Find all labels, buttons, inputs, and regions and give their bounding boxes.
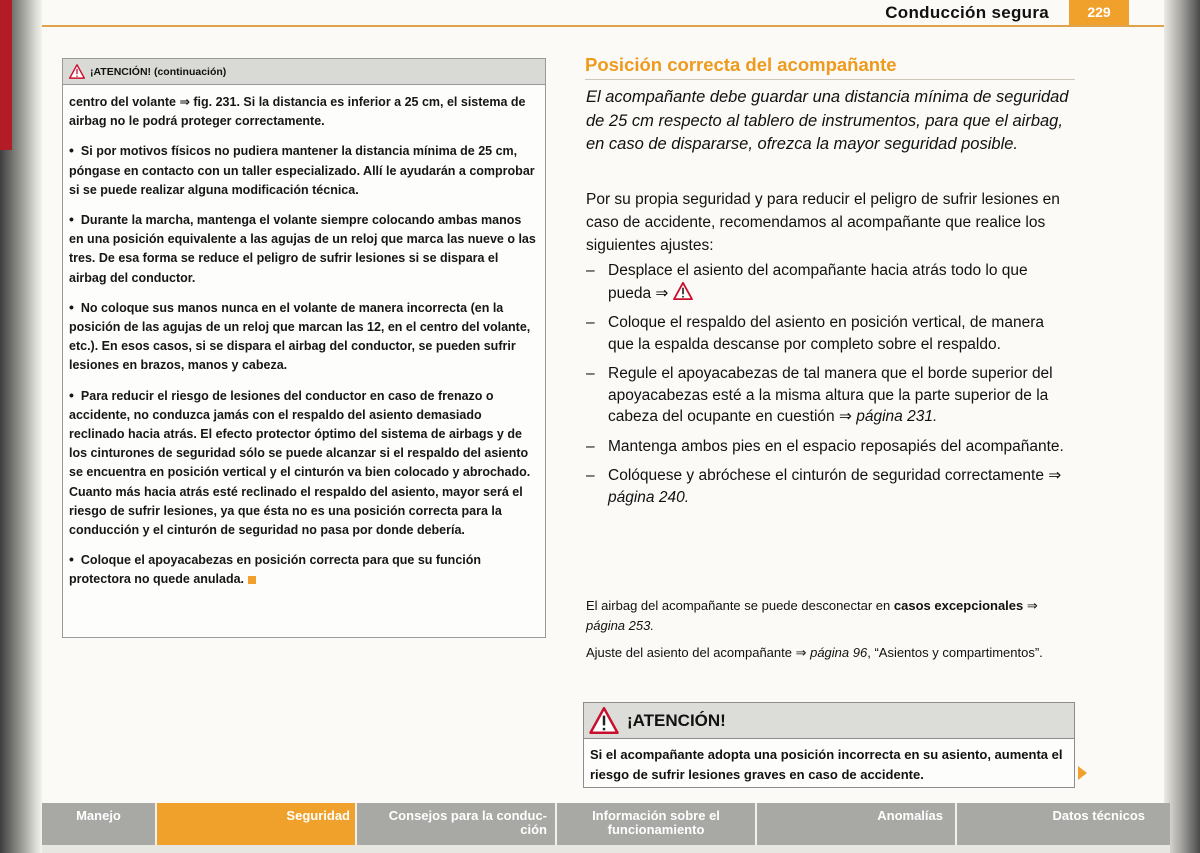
paragraph-text: Para reducir el riesgo de lesiones del conductor en caso de frenazo o accidente, no conduzca jamás con el respaldo del asiento demasiado reclinado hacia atrás. El efecto protector óptimo del sistema de airbags y de los cinturones de seguridad sólo se puede alcanzar si el respaldo del asiento se encuentra en posición vertical y el cinturón va bien colocado y abrochado. Cuanto más hacia atrás esté reclinado el respaldo del asiento, mayor será el riesgo de sufrir lesiones, ya que ésta no es una posición correcta para la conducción y el cinturón de seguridad no pasa por donde debería. [69, 388, 531, 538]
tab-informacion-funcionamiento[interactable] [557, 803, 757, 845]
section-intro: El acompañante debe guardar una distancia mínima de seguridad de 25 cm respecto al tablero de instrumentos, para que el airbag, en caso de dispararse, ofrezca la mayor seguridad posible. [586, 88, 1069, 153]
warning-box-continued [62, 58, 546, 638]
paragraph-text: Si por motivos físicos no pudiera mantener la distancia mínima de 25 cm, póngase en contacto con un taller especializado. Allí le ayudarán a comprobar si se puede realizar alguna modificación técnica. [69, 144, 535, 197]
list-item [586, 260, 1074, 304]
bullet-icon: • [69, 551, 74, 568]
list-item [586, 312, 1074, 355]
warning-triangle-icon [589, 707, 619, 734]
warning-paragraph [69, 210, 539, 288]
adjustment-steps [586, 260, 1074, 516]
page-bottom-margin [42, 845, 1170, 853]
list-item [586, 436, 1074, 458]
tab-consejos-conduccion[interactable] [357, 803, 557, 845]
tab-label: Consejos para la conduc- [388, 808, 547, 823]
step-text: Colóquese y abróchese el cinturón de seguridad correctamente [608, 467, 1049, 484]
tab-label: Datos técnicos [1052, 808, 1145, 823]
warning-box-body [63, 85, 545, 590]
list-item [586, 363, 1074, 428]
tab-anomalias[interactable] [757, 803, 957, 845]
warning-paragraph [69, 93, 539, 131]
note-bold: casos excepcionales [893, 598, 1024, 613]
step-text: Coloque el respaldo del asiento en posición vertical, de manera que la espalda descanse por completo sobre el respaldo. [608, 314, 1044, 353]
warning-box-header [63, 59, 545, 85]
warning-box [583, 702, 1075, 788]
tab-label-line2: funcionamiento [607, 822, 705, 837]
bullet-icon: • [69, 386, 74, 403]
dash-marker: – [586, 467, 595, 484]
tab-manejo[interactable] [42, 803, 157, 845]
step-ref[interactable]: ⇒ página 240. [608, 467, 1062, 506]
page-edge-shadow [1164, 0, 1200, 853]
end-square-icon [248, 576, 256, 584]
warning-box-header [584, 703, 1074, 739]
step-ref[interactable]: ⇒ página 231. [838, 408, 938, 425]
tab-label-group [592, 809, 720, 837]
note-ref[interactable]: página 96 [810, 645, 868, 660]
tab-label: Anomalías [877, 808, 943, 823]
warning-paragraph [69, 298, 539, 376]
note-airbag-disable [586, 596, 1066, 635]
body-paragraph: Por su propia seguridad y para reducir el peligro de sufrir lesiones en caso de accidente, recomendamos al acompañante que realice los siguientes ajustes: [586, 191, 1060, 254]
tab-label-group [389, 809, 547, 837]
page-number: 229 [1069, 0, 1129, 25]
note-text: El airbag del acompañante se puede desconectar en [586, 598, 894, 613]
bullet-icon: • [69, 298, 74, 315]
list-item [586, 465, 1074, 508]
bullet-icon: • [69, 211, 74, 228]
step-text: Mantenga ambos pies en el espacio reposapiés del acompañante. [608, 437, 1064, 455]
warning-box-title: ¡ATENCIÓN! [627, 710, 726, 730]
tab-seguridad[interactable] [157, 803, 357, 845]
warning-paragraph [69, 550, 539, 589]
warning-paragraph [69, 386, 539, 541]
section-heading: Posición correcta del acompañante [585, 54, 1075, 80]
warning-box-text: Si el acompañante adopta una posición incorrecta en su asiento, aumenta el riesgo de sufrir lesiones graves en caso de accidente. [590, 747, 1063, 782]
chapter-tabs [42, 803, 1170, 845]
section-body [586, 189, 1074, 257]
dash-marker: – [586, 437, 595, 455]
dash-marker: – [586, 262, 595, 279]
paragraph-text: No coloque sus manos nunca en el volante de manera incorrecta (en la posición de las agujas de un reloj que marcan las 12, en el centro del volante, etc.). En esos casos, si se dispara el airbag del conductor, se pueden sufrir lesiones en brazos, manos y cabeza. [69, 300, 531, 373]
running-header [42, 0, 1164, 27]
tab-label: Seguridad [286, 808, 350, 823]
note-ref[interactable]: ⇒ página 253. [586, 598, 1038, 633]
step-text: Desplace el asiento del acompañante hacia atrás todo lo que pueda ⇒ [608, 262, 1028, 302]
dash-marker: – [586, 365, 595, 382]
running-title: Conducción segura [885, 3, 1049, 22]
continue-arrow-icon [1078, 766, 1087, 780]
note-tail: , “Asientos y compartimentos”. [867, 645, 1043, 660]
paragraph-text: Durante la marcha, mantenga el volante siempre colocando ambas manos en una posición equivalente a las agujas de un reloj que marca las nueve o las tres. De esa forma se reduce el peligro de sufrir lesiones si se dispara el airbag del conductor. [69, 213, 536, 285]
warning-triangle-icon [69, 64, 85, 79]
note-seat-adjustment [586, 643, 1066, 663]
bullet-icon: • [69, 142, 74, 159]
note-text: Ajuste del asiento del acompañante ⇒ [586, 645, 811, 660]
warning-box-title: ¡ATENCIÓN! (continuación) [90, 65, 227, 78]
tab-label: Información sobre el [592, 808, 720, 823]
book-spine-shadow [0, 0, 42, 853]
tab-label-line2: ción [520, 822, 547, 837]
tab-datos-tecnicos[interactable] [957, 803, 1170, 845]
dash-marker: – [586, 314, 595, 331]
paragraph-text: centro del volante ⇒ fig. 231. Si la distancia es inferior a 25 cm, el sistema de airbag no le podrá proteger correctamente. [69, 95, 526, 129]
warning-triangle-icon[interactable] [673, 282, 693, 300]
tab-label: Manejo [76, 808, 121, 823]
warning-paragraph [69, 141, 539, 200]
step-text: Regule el apoyacabezas de tal manera que el borde superior del apoyacabezas esté a la misma altura que la parte superior de la cabeza del ocupante en cuestión [608, 365, 1053, 425]
paragraph-text: Coloque el apoyacabezas en posición correcta para que su función protectora no quede anulada. [69, 553, 482, 587]
